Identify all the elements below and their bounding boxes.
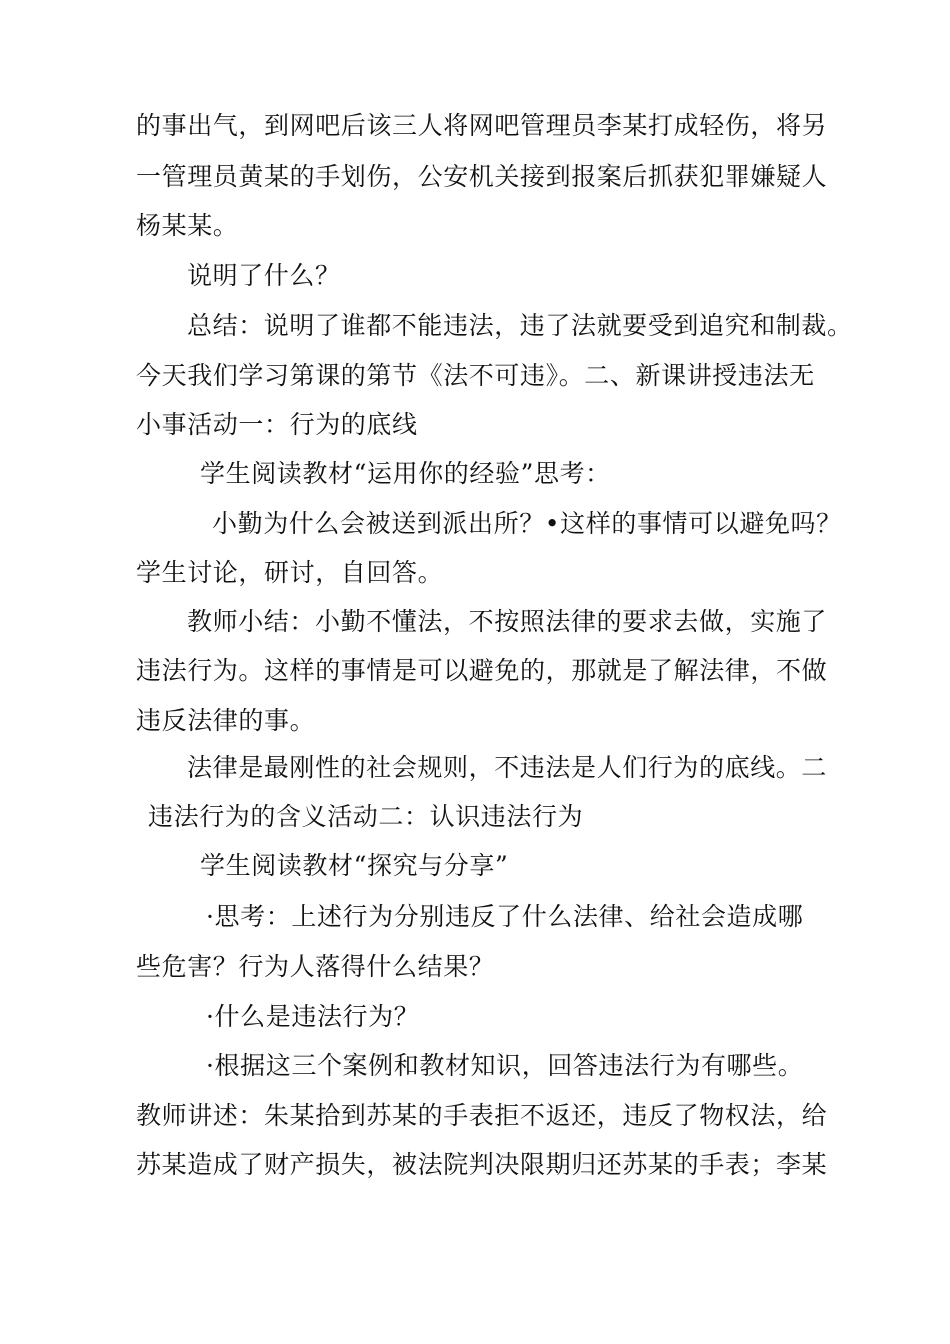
text-line: 总结：说明了谁都不能违法，违了法就要受到追究和制裁。: [187, 311, 853, 340]
text-line: 的事出气，到网吧后该三人将网吧管理员李某打成轻伤，将另: [136, 111, 828, 140]
text-line: 小事活动一：行为的底线: [136, 410, 418, 439]
text-line: 违反法律的事。: [136, 706, 316, 735]
text-line: 苏某造成了财产损失，被法院判决限期归还苏某的手表；李某: [136, 1150, 828, 1179]
text-line: ·什么是违法行为？: [206, 1002, 420, 1031]
text-line: ·根据这三个案例和教材知识，回答违法行为有哪些。: [206, 1051, 804, 1080]
text-line: 违法行为的含义活动二：认识违法行为: [148, 802, 584, 831]
text-line: 些危害？行为人落得什么结果？: [136, 952, 495, 981]
text-line: 学生阅读教材“运用你的经验”思考：: [200, 459, 611, 488]
text-line: 违法行为。这样的事情是可以避免的，那就是了解法律，不做: [136, 656, 828, 685]
text-line: 法律是最刚性的社会规则，不违法是人们行为的底线。二: [187, 753, 828, 782]
text-line: 今天我们学习第课的第节《法不可违》。二、新课讲授违法无: [136, 361, 815, 390]
text-line: 小勤为什么会被送到派出所？•这样的事情可以避免吗？: [212, 509, 842, 538]
text-line: 教师讲述：朱某拾到苏某的手表拒不返还，违反了物权法，给: [136, 1101, 828, 1130]
text-line: 教师小结：小勤不懂法，不按照法律的要求去做，实施了: [187, 607, 828, 636]
text-line: 一管理员黄某的手划伤，公安机关接到报案后抓获犯罪嫌疑人: [136, 162, 828, 191]
text-line: 杨某某。: [136, 211, 239, 240]
text-line: 说明了什么？: [187, 261, 341, 290]
text-line: 学生阅读教材“探究与分享”: [200, 851, 509, 880]
text-line: ·思考：上述行为分别违反了什么法律、给社会造成哪: [206, 902, 804, 931]
text-line: 学生讨论，研讨，自回答。: [136, 558, 444, 587]
